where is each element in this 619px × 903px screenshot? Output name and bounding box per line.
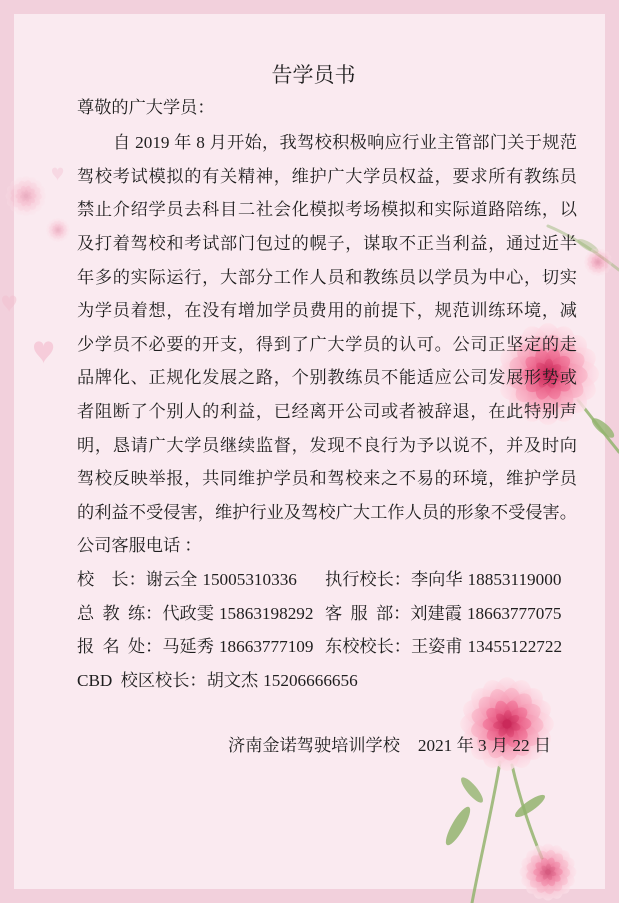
letter-body [77,126,577,697]
flower-right-upper-faint [583,247,613,277]
contact-name: 刘建霞 [410,603,462,623]
contact-phone: 18663777075 [466,603,562,623]
body-line: 少学员不必要的开支，得到了广大学员的认可。公司正坚定的走 [77,334,577,354]
contact-label: 总 教 练： [77,603,163,623]
heart-icon [2,296,16,313]
contact-name: 王姿甫 [410,637,463,657]
leaf [442,804,474,848]
body-line: 为学员着想，在没有增加学员费用的前提下，规范训练环境，减 [77,301,577,321]
heart-icon [52,168,63,181]
contact-label: 客 服 部： [325,603,411,623]
flower-bottom [518,842,577,901]
contact-label: 报 名 处： [77,637,163,657]
contact-phone: 15005310336 [202,569,297,589]
leaf [458,775,486,806]
contact-label: 执行校长： [325,569,411,589]
contact-name: 李向华 [410,569,463,589]
flower-left-faint-small [45,217,70,242]
body-line: 及打着驾校和考试部门包过的幌子，谋取不正当利益，通过近半 [77,233,577,253]
contact-phone: 15206666656 [263,670,358,690]
body-line: 年多的实际运行，大部分工作人员和教练员以学员为中心，切实 [77,267,577,287]
hotline-label: 公司客服电话 ： [77,536,202,556]
flower-center [502,719,511,728]
body-line: 驾校考试模拟的有关精神，维护广大学员权益，要求所有教练员 [77,166,577,186]
contact-name: 马延秀 [162,637,214,657]
contact-label: CBD 校区校长： [77,670,207,690]
contact-head-coach [77,597,313,631]
signature-date: 2021 年 3 月 22 日 [417,736,552,756]
contact-customer-service [325,597,561,631]
leaf [512,792,547,821]
contact-label: 东校校长： [325,637,411,657]
contact-row [77,630,577,664]
flower-left-faint [5,175,47,217]
contact-principal [77,563,297,597]
body-line: 者阻断了个别人的利益，已经离开公司或者被辞退，在此特别声 [77,401,577,421]
body-line: 品牌化、正规化发展之路，个别教练员不能适应公司发展形势或 [77,368,577,388]
contact-name: 谢云全 [145,569,198,589]
contact-phone: 13455122722 [467,637,563,657]
contact-registration [77,630,313,664]
document-title: 告学员书 [271,63,356,87]
contact-phone: 18663777109 [218,637,314,657]
contact-name: 代政雯 [162,603,214,623]
school-name: 济南金诺驾驶培训学校 [228,736,400,756]
contact-cbd-campus-principal [77,664,358,698]
flower-center [597,261,600,264]
body-line: 驾校反映举报，共同维护学员和驾校来之不易的环境，维护学员 [77,469,577,489]
body-line: 明，恳请广大学员继续监督，发现不良行为予以说不，并及时向 [77,435,577,455]
body-line: 禁止介绍学员去科目二社会化模拟考场模拟和实际道路陪练，以 [77,200,577,220]
contact-row [77,563,577,597]
flower-stem [472,762,500,903]
body-line: 的利益不受侵害，维护行业及驾校广大工作人员的形象不受侵害。 [77,502,577,522]
flower-center [545,869,551,875]
contact-phone: 18853119000 [467,569,562,589]
signature [228,729,551,763]
contact-row [77,664,577,698]
flower-center [57,229,59,231]
body-line: 自 2019 年 8 月开始，我驾校积极响应行业主管部门关于规范 [113,133,577,153]
contact-name: 胡文杰 [206,670,259,690]
heart-icon [34,341,53,363]
contact-executive-principal [325,563,561,597]
contact-label: 校 长： [77,569,146,589]
contact-east-campus-principal [325,630,562,664]
flower-center [24,194,28,198]
contact-phone: 15863198292 [218,603,314,623]
contact-row [77,597,577,631]
salutation: 尊敬的广大学员： [77,98,215,118]
leaf [589,415,617,441]
